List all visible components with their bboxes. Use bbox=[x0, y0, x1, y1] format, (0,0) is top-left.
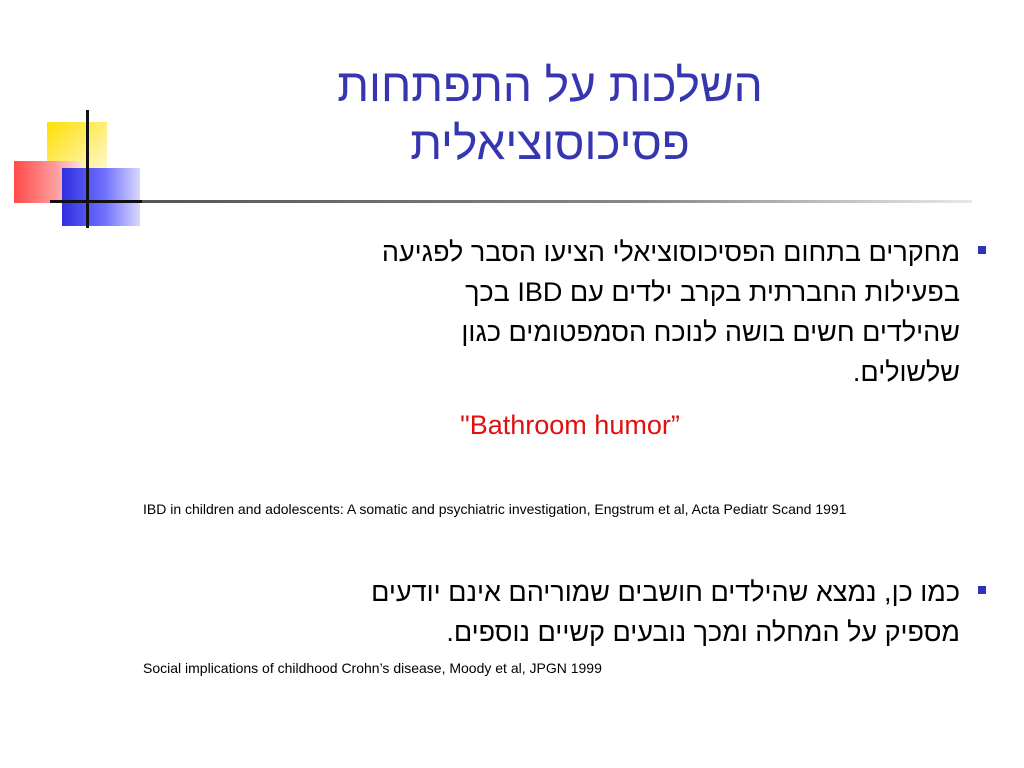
bullet-line: מחקרים בתחום הפסיכוסוציאלי הציעו הסבר לפגיעה bbox=[381, 237, 960, 267]
reference-citation: Social implications of childhood Crohn’s disease, Moody et al, JPGN 1999 bbox=[143, 660, 602, 676]
title-line: השלכות על התפתחות bbox=[337, 59, 763, 111]
bullet-text bbox=[160, 572, 960, 652]
bullet-item bbox=[140, 572, 960, 652]
bullet-line: שלשולים. bbox=[852, 357, 960, 387]
reference-citation: IBD in children and adolescents: A somatic and psychiatric investigation, Engstrum et al, Acta Pediatr Scand 1991 bbox=[143, 501, 847, 517]
quote-text: "Bathroom humor” bbox=[460, 410, 680, 440]
slide-title bbox=[160, 56, 940, 172]
bullet-line: כמו כן, נמצא שהילדים חושבים שמוריהם אינם יודעים bbox=[371, 577, 960, 607]
bullet-line: מספיק על המחלה ומכך נובעים קשיים נוספים. bbox=[446, 617, 960, 647]
title-line: פסיכוסוציאלית bbox=[410, 117, 690, 169]
corner-decoration bbox=[0, 0, 150, 240]
bullet-text bbox=[160, 232, 960, 392]
bullet-item bbox=[140, 232, 960, 392]
vertical-line-decoration bbox=[86, 110, 89, 228]
bullet-square-icon bbox=[978, 246, 986, 254]
bullet-line: בפעילות החברתית בקרב ילדים עם IBD בכך bbox=[465, 277, 960, 307]
title-divider bbox=[142, 200, 972, 203]
bullet-line: שהילדים חשים בושה לנוכח הסמפטומים כגון bbox=[461, 317, 960, 347]
blue-square-decoration bbox=[62, 168, 140, 226]
bullet-square-icon bbox=[978, 586, 986, 594]
horizontal-line-decoration bbox=[50, 200, 142, 203]
